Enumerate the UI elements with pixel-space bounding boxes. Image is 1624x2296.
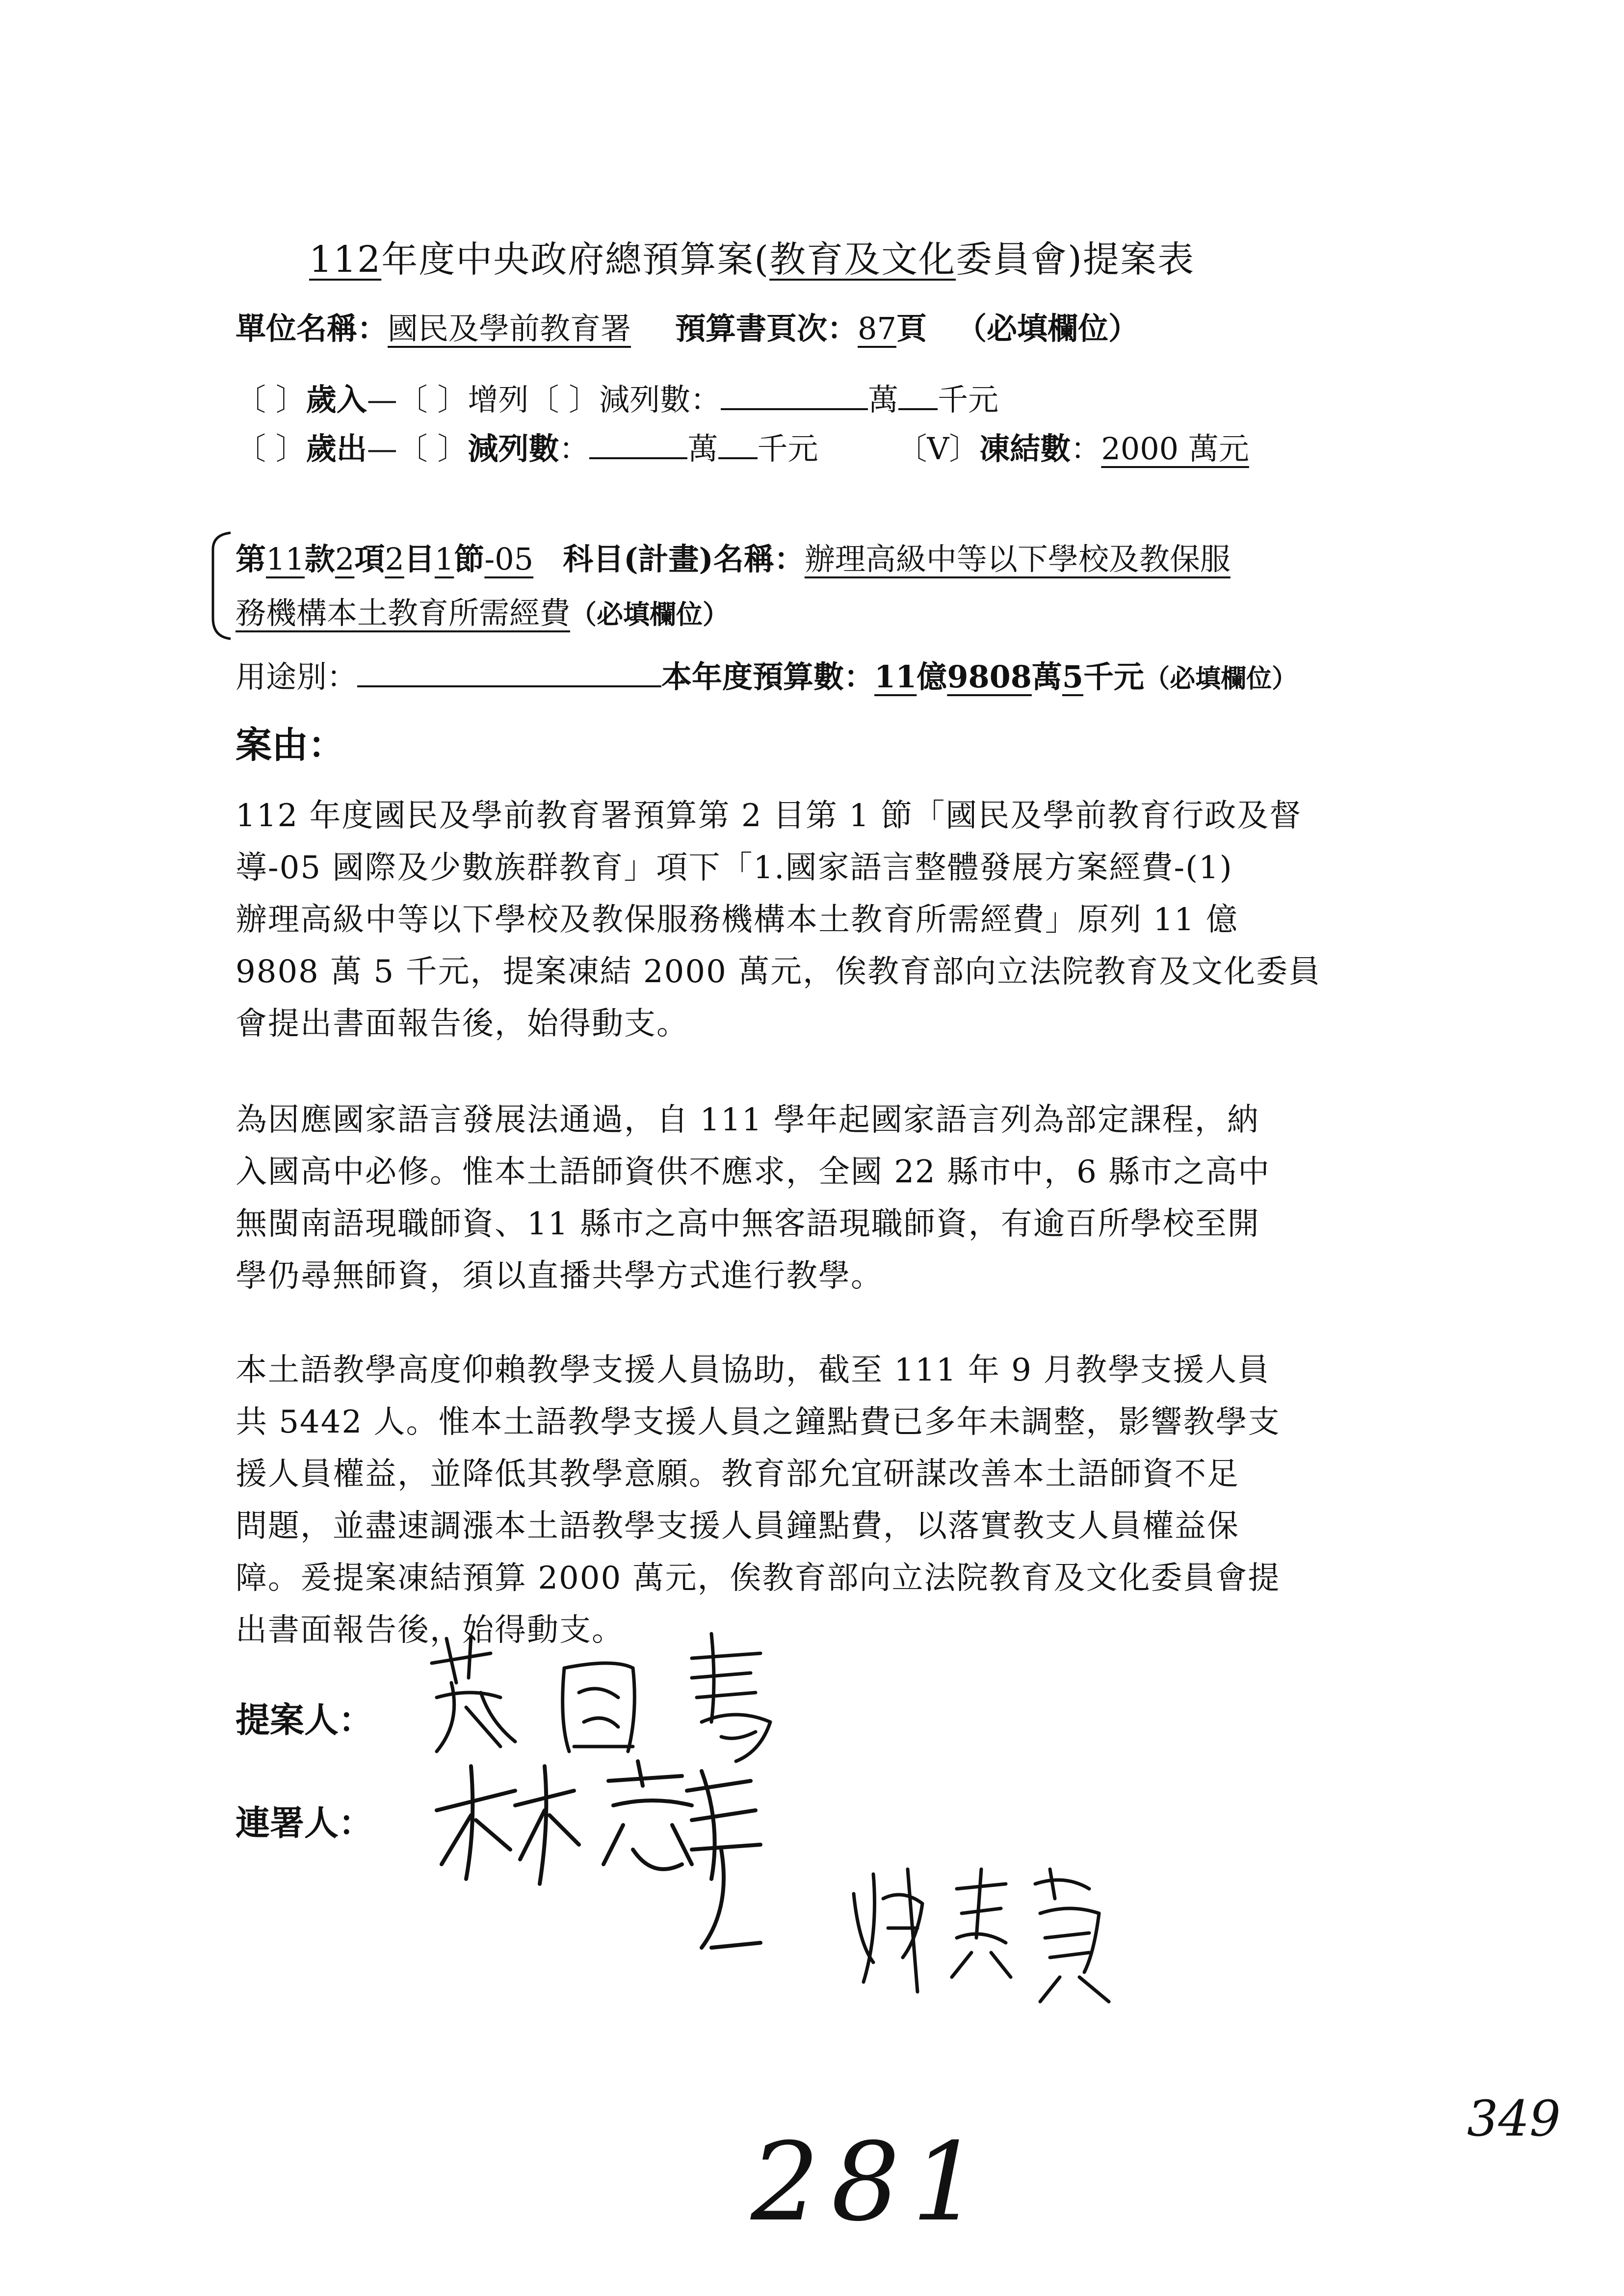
account-mu: 2 (385, 541, 404, 577)
expense-wan: 萬 (687, 431, 718, 467)
account-line (236, 535, 1231, 578)
case-paragraph-3: 本土語教學高度仰賴教學支援人員協助，截至 111 年 9 月教學支援人員 共 5442 人。惟本土語教學支援人員之鐘點費已多年未調整，影響教學支 援人員權益，並降低其教學意願。教育部允宜研謀改善本土語師資不足 問題，並盡速調漲本土語教學支援人員鐘點費，以落實教支人員權益保 障。爰提案凍結預算 2000 萬元，俟教育部向立法院教育及文化委員會提 出書面報告後，始得動支。 (236, 1352, 1281, 1648)
cosigner-signature-2 (844, 1854, 1119, 2011)
freeze-colon: ： (1071, 431, 1101, 467)
account-di: 第 (236, 541, 266, 577)
freeze-checkbox: 〔V〕 (896, 431, 980, 467)
account-mu-label: 目 (404, 541, 435, 577)
budget-required-note: （必填欄位） (1144, 664, 1298, 694)
page-label: 預算書頁次： (675, 311, 858, 346)
case-heading: 案由： (236, 724, 344, 766)
left-brace-decoration (206, 530, 236, 643)
subject-required-note: （必填欄位） (570, 599, 730, 630)
account-kuan-label: 款 (304, 541, 335, 577)
page-value: 87 (858, 311, 896, 346)
expense-qian: 千元 (757, 431, 818, 467)
revenue-wan-blank (721, 380, 868, 410)
cosigner-signature-1 (427, 1751, 780, 1957)
form-title (309, 231, 1195, 283)
proposer-label: 提案人： (236, 1699, 373, 1740)
revenue-checkbox: 〔 〕 (236, 382, 306, 417)
budget-yi-label: 億 (917, 659, 947, 695)
account-jie: 1 (434, 541, 454, 577)
account-jie-label: 節 (454, 541, 485, 577)
budget-yi: 11 (874, 659, 917, 695)
account-kuan: 11 (266, 541, 305, 577)
budget-qian-label: 千元 (1083, 659, 1145, 695)
usage-blank (357, 657, 661, 687)
title-text-b: 委員會)提案表 (956, 238, 1195, 281)
corner-page-number: 349 (1467, 2090, 1561, 2147)
account-code: -05 (484, 541, 534, 577)
expense-colon: ： (559, 431, 590, 467)
handwritten-page-number: 281 (751, 2119, 992, 2245)
revenue-wan: 萬 (868, 382, 899, 417)
page-suffix: 頁 (896, 311, 927, 346)
budget-wan-label: 萬 (1031, 659, 1062, 695)
title-text-a: 年度中央政府總預算案( (381, 238, 770, 281)
freeze-amount: 2000 萬元 (1101, 431, 1249, 467)
revenue-qian-blank (898, 380, 938, 410)
usage-line (236, 652, 1297, 696)
cosigner-label: 連署人： (236, 1802, 373, 1843)
subject-name-a: 辦理高級中等以下學校及教保服 (804, 541, 1231, 577)
expense-option: —〔 〕 (367, 431, 468, 467)
unit-required-note: （必填欄位） (956, 311, 1139, 346)
freeze-label: 凍結數 (979, 431, 1071, 467)
expense-reduce-label: 減列數 (468, 431, 559, 467)
case-paragraph-1: 112 年度國民及學前教育署預算第 2 目第 1 節「國民及學前教育行政及督 導-05 國際及少數族群教育」項下「1.國家語言整體發展方案經費-(1) 辦理高級中等以下學校及教保服務機構本土教育所需經費」原列 11 億 9808 萬 5 千元，提案凍結 2000 萬元，俟教育部向立法院教育及文化委員 會提出書面報告後，始得動支。 (236, 798, 1321, 1042)
subject-name-b: 務機構本土教育所需經費 (236, 595, 571, 631)
title-committee: 教育及文化 (769, 238, 956, 281)
subject-label: 科目(計畫)名稱： (563, 541, 805, 577)
expense-checkbox: 〔 〕 (236, 431, 306, 467)
budget-qian: 5 (1062, 659, 1084, 695)
expense-qian-blank (718, 429, 758, 459)
account-xiang: 2 (335, 541, 355, 577)
unit-value: 國民及學前教育署 (388, 311, 631, 346)
revenue-options: —〔 〕增列〔 〕減列數： (367, 382, 721, 417)
revenue-label: 歲入 (306, 382, 367, 417)
budget-wan: 9808 (947, 659, 1032, 695)
account-line-2 (236, 589, 729, 632)
unit-label: 單位名稱： (236, 311, 388, 346)
proposer-signature (417, 1624, 819, 1771)
usage-label: 用途別： (236, 659, 358, 695)
case-paragraph-2: 為因應國家語言發展法通過，自 111 學年起國家語言列為部定課程，納 入國高中必修。惟本土語師資供不應求，全國 22 縣市中，6 縣市之高中 無閩南語現職師資、11 縣市之高中無客語現職師資，有逾百所學校至開 學仍尋無師資，須以直播共學方式進行教學。 (236, 1102, 1271, 1294)
expense-label: 歲出 (306, 431, 367, 467)
title-year: 112 (309, 238, 382, 281)
expense-line (236, 424, 1249, 468)
account-xiang-label: 項 (354, 541, 385, 577)
revenue-line (236, 375, 998, 419)
budget-label: 本年度預算數： (661, 659, 875, 695)
revenue-qian: 千元 (938, 382, 999, 417)
unit-line (236, 304, 1139, 348)
expense-wan-blank (589, 429, 687, 459)
